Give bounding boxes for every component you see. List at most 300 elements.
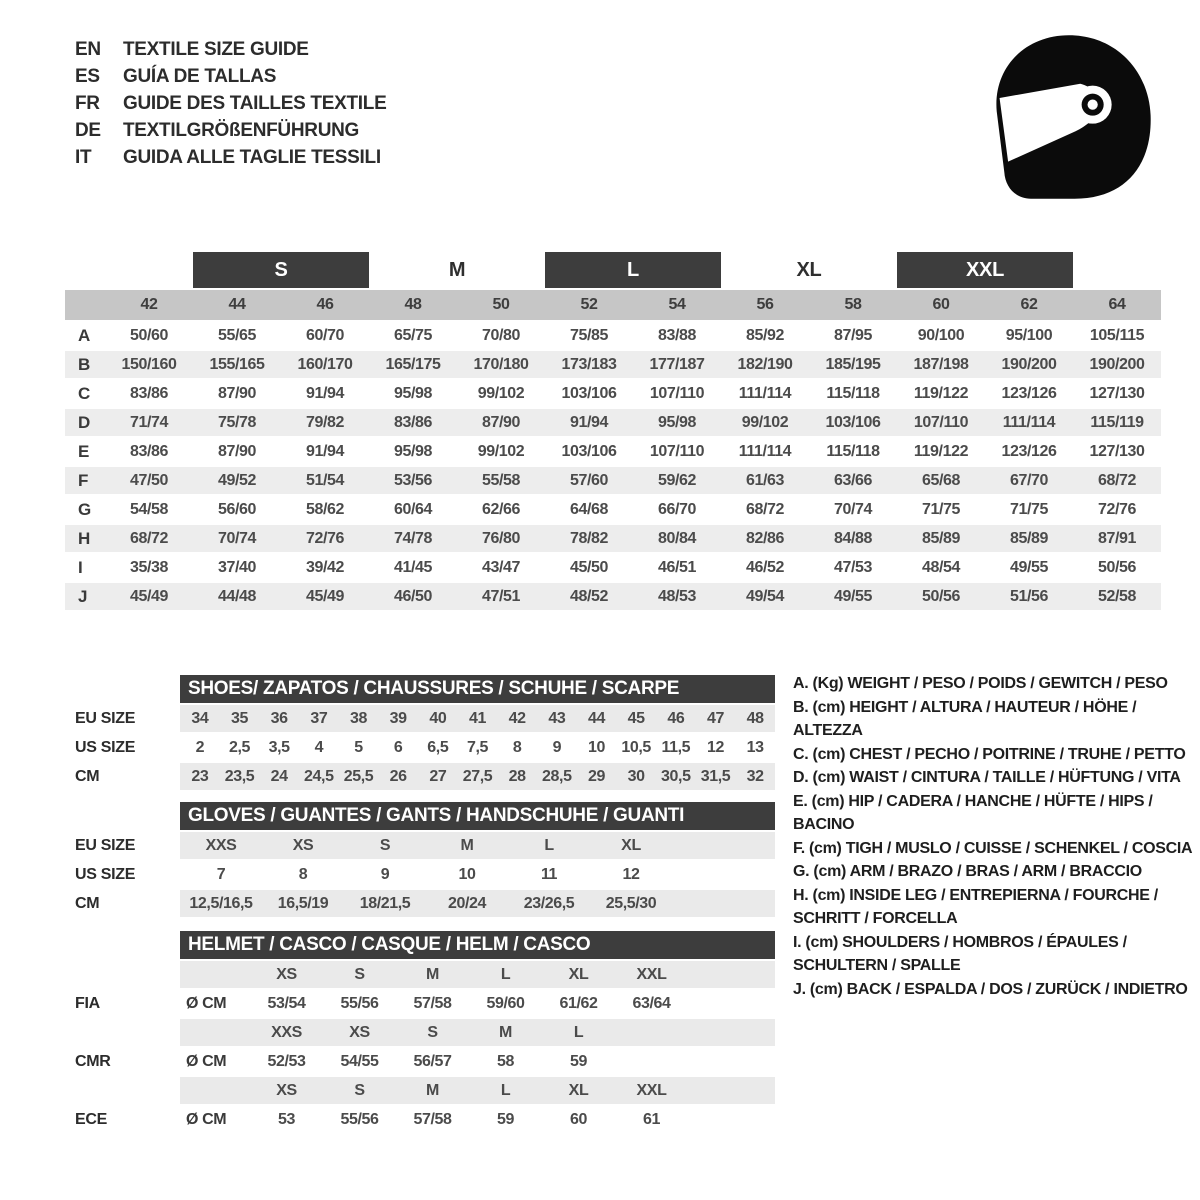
measure-row-j xyxy=(65,583,1161,610)
size-value: XXS xyxy=(271,1023,302,1041)
size-value: 24,5 xyxy=(304,767,334,785)
value-band xyxy=(180,832,775,859)
sub-data-row xyxy=(65,763,775,790)
measure-value: 70/74 xyxy=(217,529,257,547)
measure-value: 75/85 xyxy=(569,326,609,344)
measure-value: 90/100 xyxy=(917,326,965,344)
racing-helmet-icon xyxy=(972,22,1162,212)
measure-value: 59/62 xyxy=(657,471,697,489)
size-value: 38 xyxy=(349,709,367,727)
sub-data-row xyxy=(65,990,775,1017)
size-value: 28,5 xyxy=(542,767,572,785)
measure-value: 123/126 xyxy=(1001,384,1057,402)
sub-header-row xyxy=(65,675,775,703)
language-code: EN xyxy=(75,38,101,60)
measure-value: 65/68 xyxy=(921,471,961,489)
measure-value: 85/92 xyxy=(745,326,785,344)
sub-data-row xyxy=(65,890,775,917)
measure-value: 115/118 xyxy=(826,442,880,460)
measure-value: 95/98 xyxy=(393,442,433,460)
size-value: 63/64 xyxy=(632,994,671,1012)
numeric-size: 64 xyxy=(1108,296,1126,313)
measure-value: 79/82 xyxy=(305,413,345,431)
diameter-unit: Ø CM xyxy=(186,994,227,1012)
size-value: 6,5 xyxy=(427,738,449,756)
measure-value: 87/90 xyxy=(217,384,257,402)
size-value: 27,5 xyxy=(462,767,493,785)
row-letter: E xyxy=(78,441,90,461)
numeric-size: 44 xyxy=(228,296,246,313)
sub-data-row xyxy=(65,832,775,859)
measure-value: 46/51 xyxy=(657,558,697,576)
measure-value: 48/53 xyxy=(657,587,697,605)
measure-value: 119/122 xyxy=(913,384,969,402)
measure-value: 49/54 xyxy=(745,587,785,605)
measure-row-g xyxy=(65,496,1161,523)
measure-value: 58/62 xyxy=(305,500,345,518)
measure-value: 74/78 xyxy=(393,529,433,547)
size-value: 52/53 xyxy=(267,1052,306,1070)
measure-value: 60/70 xyxy=(305,326,345,344)
measure-value: 37/40 xyxy=(217,558,257,576)
measure-value: 83/86 xyxy=(129,384,169,402)
size-value: 12,5/16,5 xyxy=(189,894,253,912)
size-value: M xyxy=(426,1081,439,1099)
value-band xyxy=(180,990,775,1017)
diameter-unit xyxy=(180,1077,250,1104)
value-band xyxy=(180,1048,775,1075)
row-letter: D xyxy=(78,412,91,432)
sub-data-row xyxy=(65,961,775,988)
sub-row-label: ECE xyxy=(75,1110,107,1128)
size-value: 10,5 xyxy=(621,738,651,756)
size-value: 43 xyxy=(548,709,566,727)
measure-value: 165/175 xyxy=(385,355,441,373)
size-value: XS xyxy=(292,836,314,854)
measure-value: 61/63 xyxy=(745,471,785,489)
value-band xyxy=(180,961,775,988)
size-value: 4 xyxy=(314,738,324,756)
size-value: M xyxy=(499,1023,512,1041)
measure-value: 160/170 xyxy=(297,355,353,373)
row-letter: A xyxy=(78,325,91,345)
measure-row-a xyxy=(65,322,1161,349)
size-value: 23,5 xyxy=(224,767,255,785)
size-value: 8 xyxy=(298,865,308,883)
size-group-m: M xyxy=(448,258,466,281)
size-value: 47 xyxy=(706,709,724,727)
sub-data-row xyxy=(65,1019,775,1046)
size-value: 27 xyxy=(429,767,447,785)
measure-value: 115/118 xyxy=(826,384,880,402)
size-value: 45 xyxy=(627,709,645,727)
measure-value: 50/56 xyxy=(1097,558,1137,576)
measure-value: 127/130 xyxy=(1089,384,1145,402)
size-value: 28 xyxy=(508,767,526,785)
sub-label-spacer xyxy=(65,931,180,959)
measure-value: 65/75 xyxy=(393,326,433,344)
size-value: 24 xyxy=(270,767,288,785)
language-row xyxy=(75,117,386,144)
size-value: 30,5 xyxy=(661,767,691,785)
sub-table-title: GLOVES / GUANTES / GANTS / HANDSCHUHE / GUANTI xyxy=(180,802,775,830)
language-row xyxy=(75,90,386,117)
size-value: 36 xyxy=(270,709,288,727)
numeric-size-row xyxy=(65,290,1161,320)
size-value: 56/57 xyxy=(413,1052,452,1070)
accessory-size-tables xyxy=(65,675,775,1145)
sub-table-title: HELMET / CASCO / CASQUE / HELM / CASCO xyxy=(180,931,775,959)
size-value: 46 xyxy=(667,709,685,727)
row-letter: H xyxy=(78,528,91,548)
language-code: IT xyxy=(75,146,92,168)
size-value: XXL xyxy=(636,965,667,983)
sub-row-label xyxy=(65,1019,180,1046)
size-value: 53 xyxy=(278,1110,295,1128)
measure-value: 107/110 xyxy=(649,442,705,460)
language-title: GUÍA DE TALLAS xyxy=(123,65,277,87)
legend-item: J. (cm) BACK / ESPALDA / DOS / ZURÜCK / INDIETRO xyxy=(793,980,1188,998)
size-value: 18/21,5 xyxy=(359,894,411,912)
size-value: 3,5 xyxy=(268,738,290,756)
measure-value: 45/50 xyxy=(569,558,609,576)
measure-row-i xyxy=(65,554,1161,581)
measure-value: 43/47 xyxy=(481,558,521,576)
size-value: XS xyxy=(276,965,297,983)
size-value: 2 xyxy=(195,738,205,756)
measure-value: 107/110 xyxy=(649,384,705,402)
measure-value: 182/190 xyxy=(737,355,793,373)
measure-value: 44/48 xyxy=(217,587,257,605)
measure-value: 119/122 xyxy=(913,442,969,460)
measure-value: 177/187 xyxy=(649,355,705,373)
measure-value: 127/130 xyxy=(1089,442,1145,460)
measure-value: 71/75 xyxy=(921,500,961,518)
shoes-size-table xyxy=(65,675,775,790)
size-value: 59/60 xyxy=(486,994,525,1012)
size-value: 25,5 xyxy=(343,767,374,785)
measure-row-h xyxy=(65,525,1161,552)
sub-label-spacer xyxy=(65,802,180,830)
measure-value: 50/60 xyxy=(129,326,169,344)
measure-value: 35/38 xyxy=(129,558,169,576)
measurement-legend xyxy=(793,672,1197,1001)
numeric-size: 42 xyxy=(140,296,158,313)
value-band xyxy=(180,763,775,790)
measure-value: 51/56 xyxy=(1009,587,1049,605)
measure-value: 99/102 xyxy=(741,413,789,431)
size-value: XS xyxy=(276,1081,297,1099)
size-value: 5 xyxy=(354,738,363,756)
language-code: ES xyxy=(75,65,100,87)
measure-value: 49/52 xyxy=(217,471,257,489)
sub-row-label xyxy=(65,1077,180,1104)
measure-value: 187/198 xyxy=(913,355,969,373)
size-value: S xyxy=(379,836,391,854)
size-value: 55/56 xyxy=(340,994,379,1012)
size-value: 57/58 xyxy=(413,994,452,1012)
measure-value: 87/95 xyxy=(833,326,873,344)
legend-item: C. (cm) CHEST / PECHO / POITRINE / TRUHE / PETTO xyxy=(793,745,1186,763)
measure-value: 55/65 xyxy=(217,326,257,344)
measure-value: 52/58 xyxy=(1097,587,1137,605)
size-value: XXL xyxy=(636,1081,667,1099)
row-letter: F xyxy=(78,470,89,490)
measure-value: 82/86 xyxy=(745,529,785,547)
size-value: 11,5 xyxy=(661,738,691,756)
sub-row-label: EU SIZE xyxy=(75,709,136,727)
measure-value: 62/66 xyxy=(481,500,521,518)
numeric-size: 54 xyxy=(668,296,686,313)
size-value: 40 xyxy=(429,709,447,727)
size-value: XL xyxy=(568,965,589,983)
measure-value: 103/106 xyxy=(561,384,617,402)
row-letter: J xyxy=(78,586,88,606)
language-title: TEXTILGRÖßENFÜHRUNG xyxy=(123,119,360,141)
size-value: 2,5 xyxy=(228,738,251,756)
sub-data-row xyxy=(65,1048,775,1075)
row-letter-spacer xyxy=(65,290,105,320)
size-value: 9 xyxy=(552,738,562,756)
size-value: L xyxy=(500,1081,511,1099)
sub-row-label: CM xyxy=(75,894,100,912)
numeric-size: 62 xyxy=(1020,296,1038,313)
legend-item: E. (cm) HIP / CADERA / HANCHE / HÜFTE / HIPS / BACINO xyxy=(793,792,1153,833)
size-value: 44 xyxy=(587,709,605,727)
measure-value: 111/114 xyxy=(1002,413,1056,431)
size-value: 60 xyxy=(570,1110,587,1128)
size-value: 35 xyxy=(230,709,248,727)
size-value: S xyxy=(427,1023,438,1041)
measure-value: 49/55 xyxy=(1009,558,1049,576)
size-value: 37 xyxy=(310,709,328,727)
measure-value: 185/195 xyxy=(825,355,881,373)
sub-label-spacer xyxy=(65,675,180,703)
racing-helmet-icon-svg xyxy=(972,22,1162,212)
size-value: S xyxy=(354,1081,365,1099)
sub-row-label: US SIZE xyxy=(75,738,136,756)
size-value: 30 xyxy=(627,767,645,785)
sub-row-label: CM xyxy=(75,767,100,785)
size-value: 7,5 xyxy=(466,738,489,756)
measure-value: 107/110 xyxy=(913,413,969,431)
measure-value: 70/74 xyxy=(833,500,873,518)
measure-value: 56/60 xyxy=(217,500,257,518)
value-band xyxy=(180,1106,775,1133)
measure-value: 47/50 xyxy=(129,471,169,489)
measure-value: 46/52 xyxy=(745,558,785,576)
value-band xyxy=(180,705,775,732)
size-value: 9 xyxy=(380,865,390,883)
size-value: L xyxy=(500,965,511,983)
legend-item: B. (cm) HEIGHT / ALTURA / HAUTEUR / HÖHE / ALTEZZA xyxy=(793,698,1137,739)
legend-item: F. (cm) TIGH / MUSLO / CUISSE / SCHENKEL / COSCIA xyxy=(793,839,1193,857)
row-letter: C xyxy=(78,383,91,403)
legend-item: H. (cm) INSIDE LEG / ENTREPIERNA / FOURCHE / SCHRITT / FORCELLA xyxy=(793,886,1158,927)
size-value: 20/24 xyxy=(447,894,487,912)
sub-row-label: EU SIZE xyxy=(75,836,136,854)
gloves-size-table xyxy=(65,802,775,917)
value-band xyxy=(180,861,775,888)
measure-value: 50/56 xyxy=(921,587,961,605)
language-row xyxy=(75,63,386,90)
measure-value: 70/80 xyxy=(481,326,521,344)
size-value: 32 xyxy=(746,767,764,785)
numeric-size: 60 xyxy=(932,296,950,313)
measure-value: 51/54 xyxy=(305,471,345,489)
language-row xyxy=(75,36,386,63)
measure-value: 63/66 xyxy=(833,471,873,489)
diameter-unit: Ø CM xyxy=(186,1052,227,1070)
measure-value: 95/98 xyxy=(393,384,433,402)
size-value: 58 xyxy=(497,1052,514,1070)
numeric-size: 56 xyxy=(756,296,774,313)
measure-value: 115/119 xyxy=(1090,413,1144,431)
language-code: DE xyxy=(75,119,101,141)
size-value: 61 xyxy=(643,1110,660,1128)
legend-item: I. (cm) SHOULDERS / HOMBROS / ÉPAULES / SCHULTERN / SPALLE xyxy=(793,933,1127,974)
measure-value: 103/106 xyxy=(825,413,881,431)
measure-value: 99/102 xyxy=(477,442,525,460)
measure-row-b xyxy=(65,351,1161,378)
sub-row-label: FIA xyxy=(75,994,100,1012)
numeric-size: 50 xyxy=(492,296,510,313)
size-value: XS xyxy=(349,1023,370,1041)
size-group-xxl: XXL xyxy=(897,252,1073,288)
measure-value: 72/76 xyxy=(305,529,345,547)
measure-value: 64/68 xyxy=(569,500,609,518)
measure-value: 84/88 xyxy=(833,529,873,547)
measure-value: 49/55 xyxy=(833,587,873,605)
legend-item: A. (Kg) WEIGHT / PESO / POIDS / GEWITCH / PESO xyxy=(793,675,1168,692)
measure-value: 105/115 xyxy=(1089,326,1145,344)
value-band xyxy=(180,890,775,917)
numeric-size: 52 xyxy=(580,296,598,313)
language-title-list xyxy=(75,36,386,171)
size-value: 13 xyxy=(746,738,764,756)
measure-value: 67/70 xyxy=(1009,471,1049,489)
size-value: 57/58 xyxy=(413,1110,452,1128)
measure-value: 48/54 xyxy=(921,558,961,576)
size-value: L xyxy=(544,836,554,854)
language-code: FR xyxy=(75,92,100,114)
measure-value: 71/74 xyxy=(129,413,169,431)
measure-value: 76/80 xyxy=(481,529,521,547)
measure-value: 48/52 xyxy=(569,587,609,605)
measure-value: 99/102 xyxy=(477,384,525,402)
measure-value: 71/75 xyxy=(1009,500,1049,518)
measure-value: 170/180 xyxy=(473,355,529,373)
measure-value: 55/58 xyxy=(481,471,521,489)
measure-value: 87/90 xyxy=(481,413,521,431)
measure-value: 45/49 xyxy=(305,587,345,605)
size-value: XXS xyxy=(205,836,237,854)
measure-value: 83/86 xyxy=(393,413,433,431)
language-title: TEXTILE SIZE GUIDE xyxy=(123,38,309,60)
measure-value: 78/82 xyxy=(569,529,609,547)
size-value: 34 xyxy=(191,709,209,727)
diameter-unit: Ø CM xyxy=(186,1110,227,1128)
measure-value: 57/60 xyxy=(569,471,609,489)
measure-value: 87/90 xyxy=(217,442,257,460)
size-value: M xyxy=(426,965,439,983)
legend-item: D. (cm) WAIST / CINTURA / TAILLE / HÜFTUNG / VITA xyxy=(793,769,1181,786)
measure-value: 47/53 xyxy=(833,558,873,576)
measure-value: 80/84 xyxy=(657,529,697,547)
measure-value: 87/91 xyxy=(1097,529,1137,547)
sub-data-row xyxy=(65,1077,775,1104)
size-value: 41 xyxy=(468,709,486,727)
size-group-row xyxy=(65,252,1161,288)
sub-data-row xyxy=(65,705,775,732)
size-value: 23 xyxy=(191,767,209,785)
language-row xyxy=(75,144,386,171)
size-value: 61/62 xyxy=(559,994,598,1012)
row-letter: G xyxy=(78,499,92,519)
measure-value: 45/49 xyxy=(129,587,169,605)
measure-row-c xyxy=(65,380,1161,407)
measure-value: 91/94 xyxy=(305,442,345,460)
helmet-size-table xyxy=(65,931,775,1133)
measure-value: 53/56 xyxy=(393,471,433,489)
sub-header-row xyxy=(65,802,775,830)
row-letter: B xyxy=(78,354,91,374)
size-value: 31,5 xyxy=(700,767,731,785)
size-value: 6 xyxy=(393,738,403,756)
measure-value: 190/200 xyxy=(1001,355,1057,373)
measure-value: 46/50 xyxy=(393,587,433,605)
sub-table-title: SHOES/ ZAPATOS / CHAUSSURES / SCHUHE / SCARPE xyxy=(180,675,775,703)
size-value: 42 xyxy=(508,709,526,727)
size-value: 7 xyxy=(216,865,226,883)
size-value: XL xyxy=(621,836,641,854)
measure-value: 60/64 xyxy=(393,500,433,518)
size-value: 54/55 xyxy=(340,1052,379,1070)
size-value: XL xyxy=(568,1081,589,1099)
size-value: 55/56 xyxy=(340,1110,379,1128)
size-value: 16,5/19 xyxy=(277,894,329,912)
measure-row-d xyxy=(65,409,1161,436)
sub-data-row xyxy=(65,861,775,888)
measure-value: 150/160 xyxy=(121,355,177,373)
measure-value: 155/165 xyxy=(209,355,265,373)
sub-data-row xyxy=(65,1106,775,1133)
size-value: 48 xyxy=(746,709,764,727)
size-value: 11 xyxy=(540,865,558,883)
diameter-unit xyxy=(180,1019,250,1046)
size-value: 29 xyxy=(587,767,605,785)
measure-value: 91/94 xyxy=(569,413,609,431)
size-group-xl: XL xyxy=(796,258,822,281)
size-value: 59 xyxy=(497,1110,514,1128)
measure-value: 111/114 xyxy=(738,442,792,460)
value-band xyxy=(180,1077,775,1104)
size-value: 26 xyxy=(389,767,407,785)
value-band xyxy=(180,734,775,761)
size-value: 59 xyxy=(570,1052,587,1070)
size-value: 53/54 xyxy=(267,994,306,1012)
sub-data-row xyxy=(65,734,775,761)
measure-value: 41/45 xyxy=(393,558,433,576)
measure-value: 95/98 xyxy=(657,413,697,431)
size-group-s: S xyxy=(193,252,369,288)
size-group-l: L xyxy=(545,252,721,288)
measure-value: 68/72 xyxy=(129,529,169,547)
measure-value: 111/114 xyxy=(738,384,792,402)
measure-value: 68/72 xyxy=(745,500,785,518)
legend-item: G. (cm) ARM / BRAZO / BRAS / ARM / BRACCIO xyxy=(793,863,1142,880)
measure-value: 123/126 xyxy=(1001,442,1057,460)
